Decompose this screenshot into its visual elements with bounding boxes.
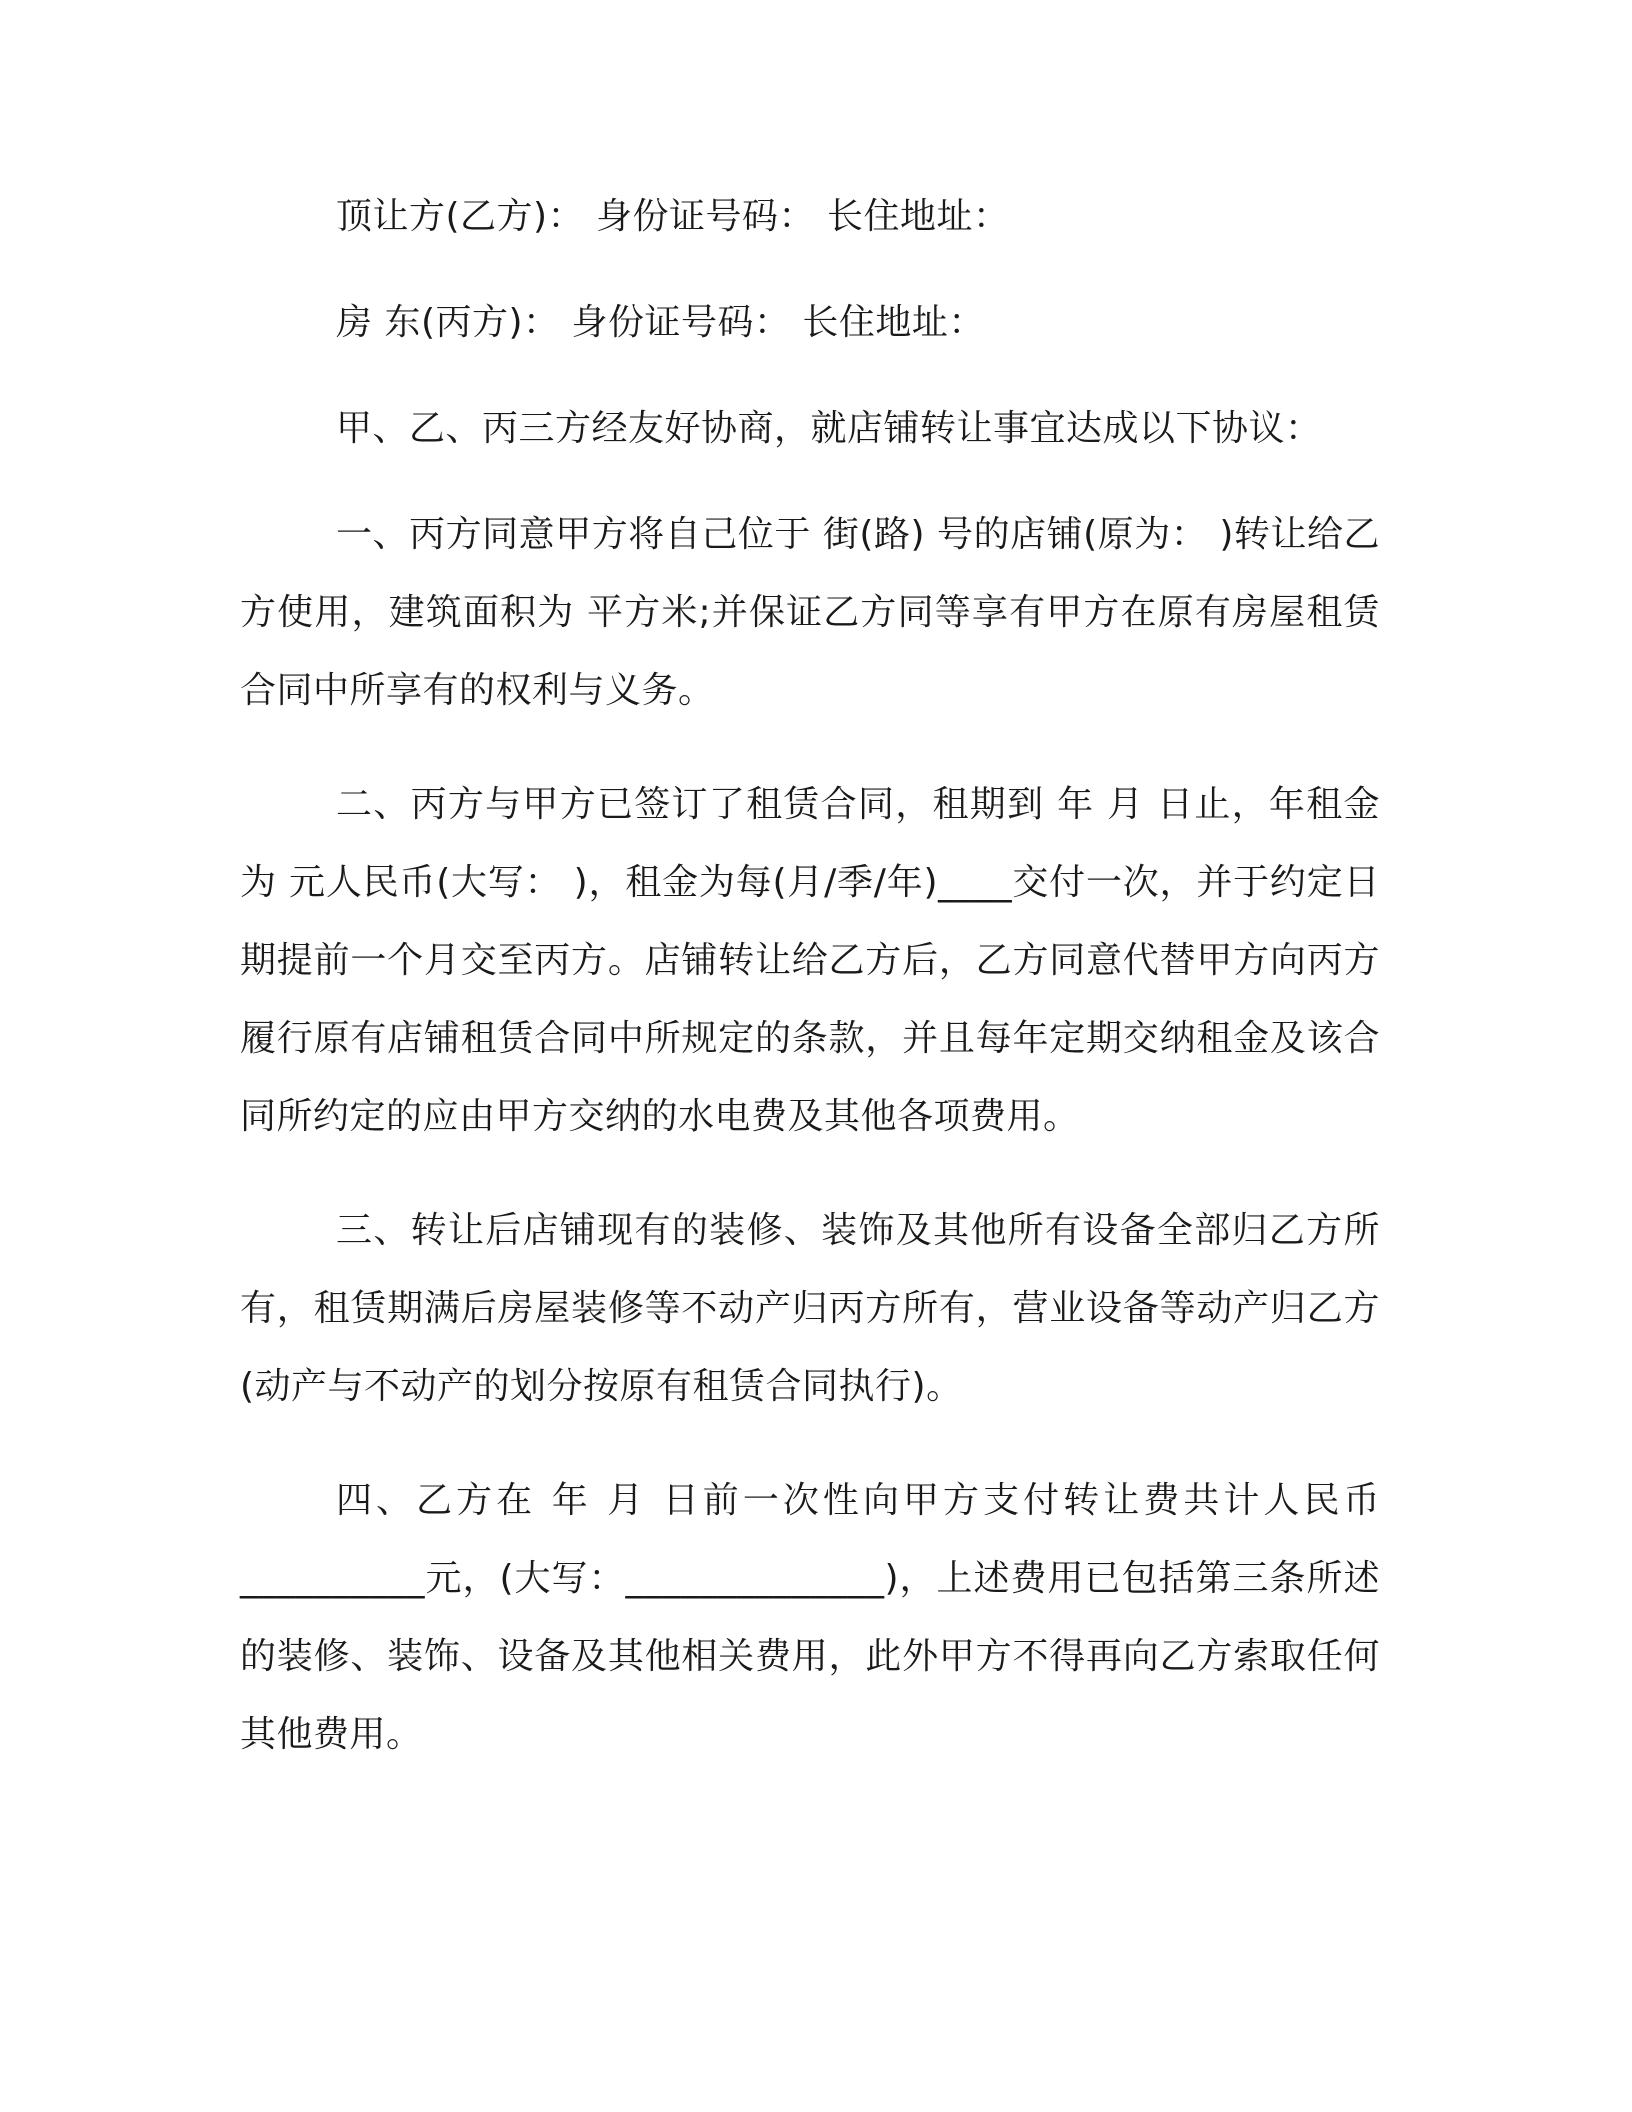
party-c-line: 房 东(丙方)： 身份证号码： 长住地址： (336, 302, 985, 343)
clause-2: 二、丙方与甲方已签订了租赁合同，租期到 年 月 日止，年租金为 元人民币(大写： )，租金为每(月/季/年)____交付一次，并于约定日期提前一个月交至丙方。店铺转让给乙方后，乙方同意代替甲方向丙方履行原有店铺租赁合同中所规定的条款，并且每年定期交纳租金及该合同所约定的应由甲方交纳的水电费及其他各项费用。 (240, 784, 1380, 1137)
clause-4: 四、乙方在 年 月 日前一次性向甲方支付转让费共计人民币__________元，(大写：______________)，上述费用已包括第三条所述的装修、装饰、设备及其他相关费用，此外甲方不得再向乙方索取任何其他费用。 (240, 1480, 1380, 1755)
clause-3: 三、转让后店铺现有的装修、装饰及其他所有设备全部归乙方所有，租赁期满后房屋装修等不动产归丙方所有，营业设备等动产归乙方(动产与不动产的划分按原有租赁合同执行)。 (240, 1210, 1380, 1407)
party-b-line: 顶让方(乙方)： 身份证号码： 长住地址： (336, 196, 1010, 237)
agreement-intro: 甲、乙、丙三方经友好协商，就店铺转让事宜达成以下协议： (336, 408, 1322, 449)
clause-1: 一、丙方同意甲方将自己位于 街(路) 号的店铺(原为： )转让给乙方使用，建筑面积为 平方米;并保证乙方同等享有甲方在原有房屋租赁合同中所享有的权利与义务。 (240, 514, 1380, 711)
document-body (240, 178, 1380, 1774)
